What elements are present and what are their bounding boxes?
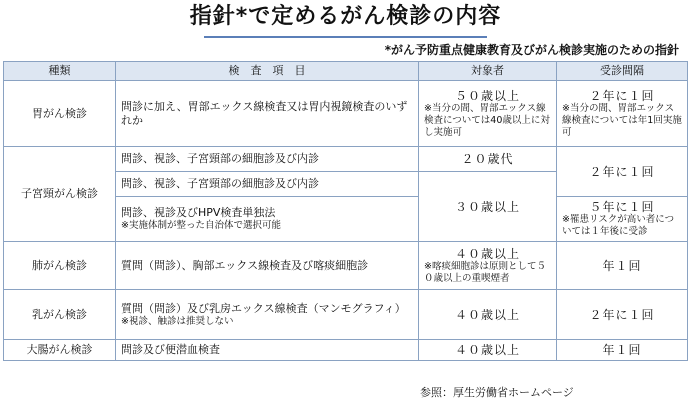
- source-footer: 参照：厚生労働省ホームページ: [420, 386, 574, 399]
- header-type: 種類: [4, 62, 116, 81]
- title-underline: [204, 36, 487, 38]
- interval-cervical-2-main: ５年に１回: [589, 200, 655, 214]
- exam-stomach: 問診に加え、胃部エックス線検査又は胃内視鏡検査のいずれか: [116, 81, 419, 147]
- target-lung: [419, 242, 557, 290]
- table-row-breast: [4, 290, 688, 340]
- header-exam: 検 査 項 目: [116, 62, 419, 81]
- target-colon: ４０歳以上: [419, 340, 557, 361]
- type-lung: 肺がん検診: [4, 242, 116, 290]
- target-breast: ４０歳以上: [419, 290, 557, 340]
- interval-stomach-main: ２年に１回: [589, 88, 655, 103]
- exam-cervical-1: 問診、視診、子宮頸部の細胞診及び内診: [116, 147, 419, 172]
- interval-stomach: [557, 81, 688, 147]
- header-interval: 受診間隔: [557, 62, 688, 81]
- interval-cervical-2: [557, 197, 688, 242]
- interval-breast: ２年に１回: [557, 290, 688, 340]
- type-cervical: 子宮頸がん検診: [4, 147, 116, 242]
- exam-breast-main: 質問（問診）及び乳房エックス線検査（マンモグラフィ）: [121, 301, 406, 315]
- target-stomach-main: ５０歳以上: [454, 88, 520, 103]
- type-breast: 乳がん検診: [4, 290, 116, 340]
- exam-cervical-3-main: 問診、視診及びHPV検査単独法: [121, 206, 276, 219]
- page-title: 指針*で定めるがん検診の内容: [189, 4, 502, 29]
- table-row-colon: [4, 340, 688, 361]
- screening-table: [3, 61, 688, 361]
- header-target: 対象者: [419, 62, 557, 81]
- interval-stomach-note: ※当分の間、胃部エックス線検査については年1回実施可: [562, 102, 682, 138]
- target-cervical-1: ２０歳代: [419, 147, 557, 172]
- target-cervical-2: ３０歳以上: [419, 172, 557, 242]
- type-stomach: 胃がん検診: [4, 81, 116, 147]
- exam-lung: 質問（問診）、胸部エックス線検査及び喀痰細胞診: [116, 242, 419, 290]
- exam-breast: [116, 290, 419, 340]
- interval-cervical-2-note: ※罹患リスクが高い者については１年後に受診: [562, 214, 675, 237]
- exam-cervical-3-note: ※実施体制が整った自治体で選択可能: [121, 220, 281, 231]
- table-row-lung: [4, 242, 688, 290]
- interval-lung: 年１回: [557, 242, 688, 290]
- target-stomach: [419, 81, 557, 147]
- target-stomach-note: ※当分の間、胃部エックス線検査については40歳以上に対し実施可: [424, 102, 550, 138]
- exam-colon: 問診及び便潜血検査: [116, 340, 419, 361]
- table-header-row: [4, 62, 688, 81]
- exam-cervical-2: 問診、視診、子宮頸部の細胞診及び内診: [116, 172, 419, 197]
- interval-colon: 年１回: [557, 340, 688, 361]
- target-lung-main: ４０歳以上: [454, 246, 520, 261]
- table-row-stomach: [4, 81, 688, 147]
- interval-cervical-1: ２年に１回: [557, 147, 688, 197]
- table-row-cervical-1: [4, 147, 688, 172]
- type-colon: 大腸がん検診: [4, 340, 116, 361]
- target-lung-note: ※喀痰細胞診は原則として５０歳以上の重喫煙者: [424, 260, 546, 284]
- exam-cervical-3: [116, 197, 419, 242]
- page-subtitle: *がん予防重点健康教育及びがん検診実施のための指針: [384, 43, 679, 57]
- exam-breast-note: ※視診、触診は推奨しない: [121, 315, 234, 327]
